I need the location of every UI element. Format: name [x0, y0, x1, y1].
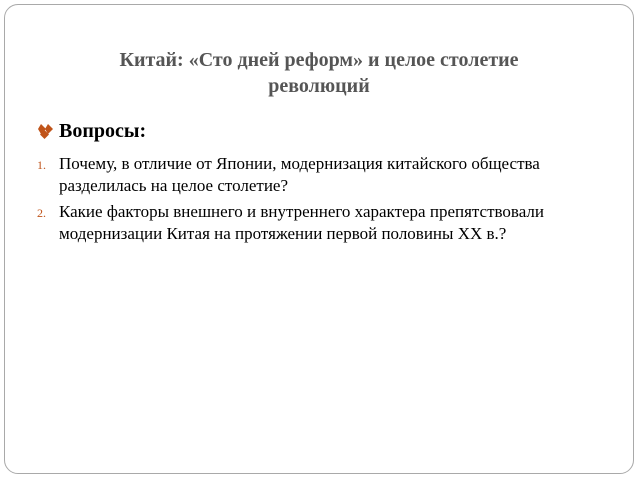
questions-heading-row: [37, 119, 611, 143]
questions-heading: Вопросы:: [59, 120, 147, 142]
slide-title-line-2: революций: [268, 75, 370, 97]
slide-title: [5, 47, 633, 99]
slide-content: [37, 119, 611, 249]
questions-list: [37, 153, 611, 245]
question-number: 2.: [37, 206, 46, 220]
slide-frame: [4, 4, 634, 474]
question-item: [37, 201, 611, 245]
question-number: 1.: [37, 158, 46, 172]
diamond-bullet-icon: [37, 121, 57, 141]
question-text: Какие факторы внешнего и внутреннего характера препятствовали модернизации Китая на протяжении первой половины XX в.?: [59, 202, 545, 243]
question-text: Почему, в отличие от Японии, модернизация китайского общества разделилась на целое столетие?: [59, 154, 540, 195]
question-item: [37, 153, 611, 197]
slide-title-line-1: Китай: «Сто дней реформ» и целое столетие: [119, 49, 519, 71]
